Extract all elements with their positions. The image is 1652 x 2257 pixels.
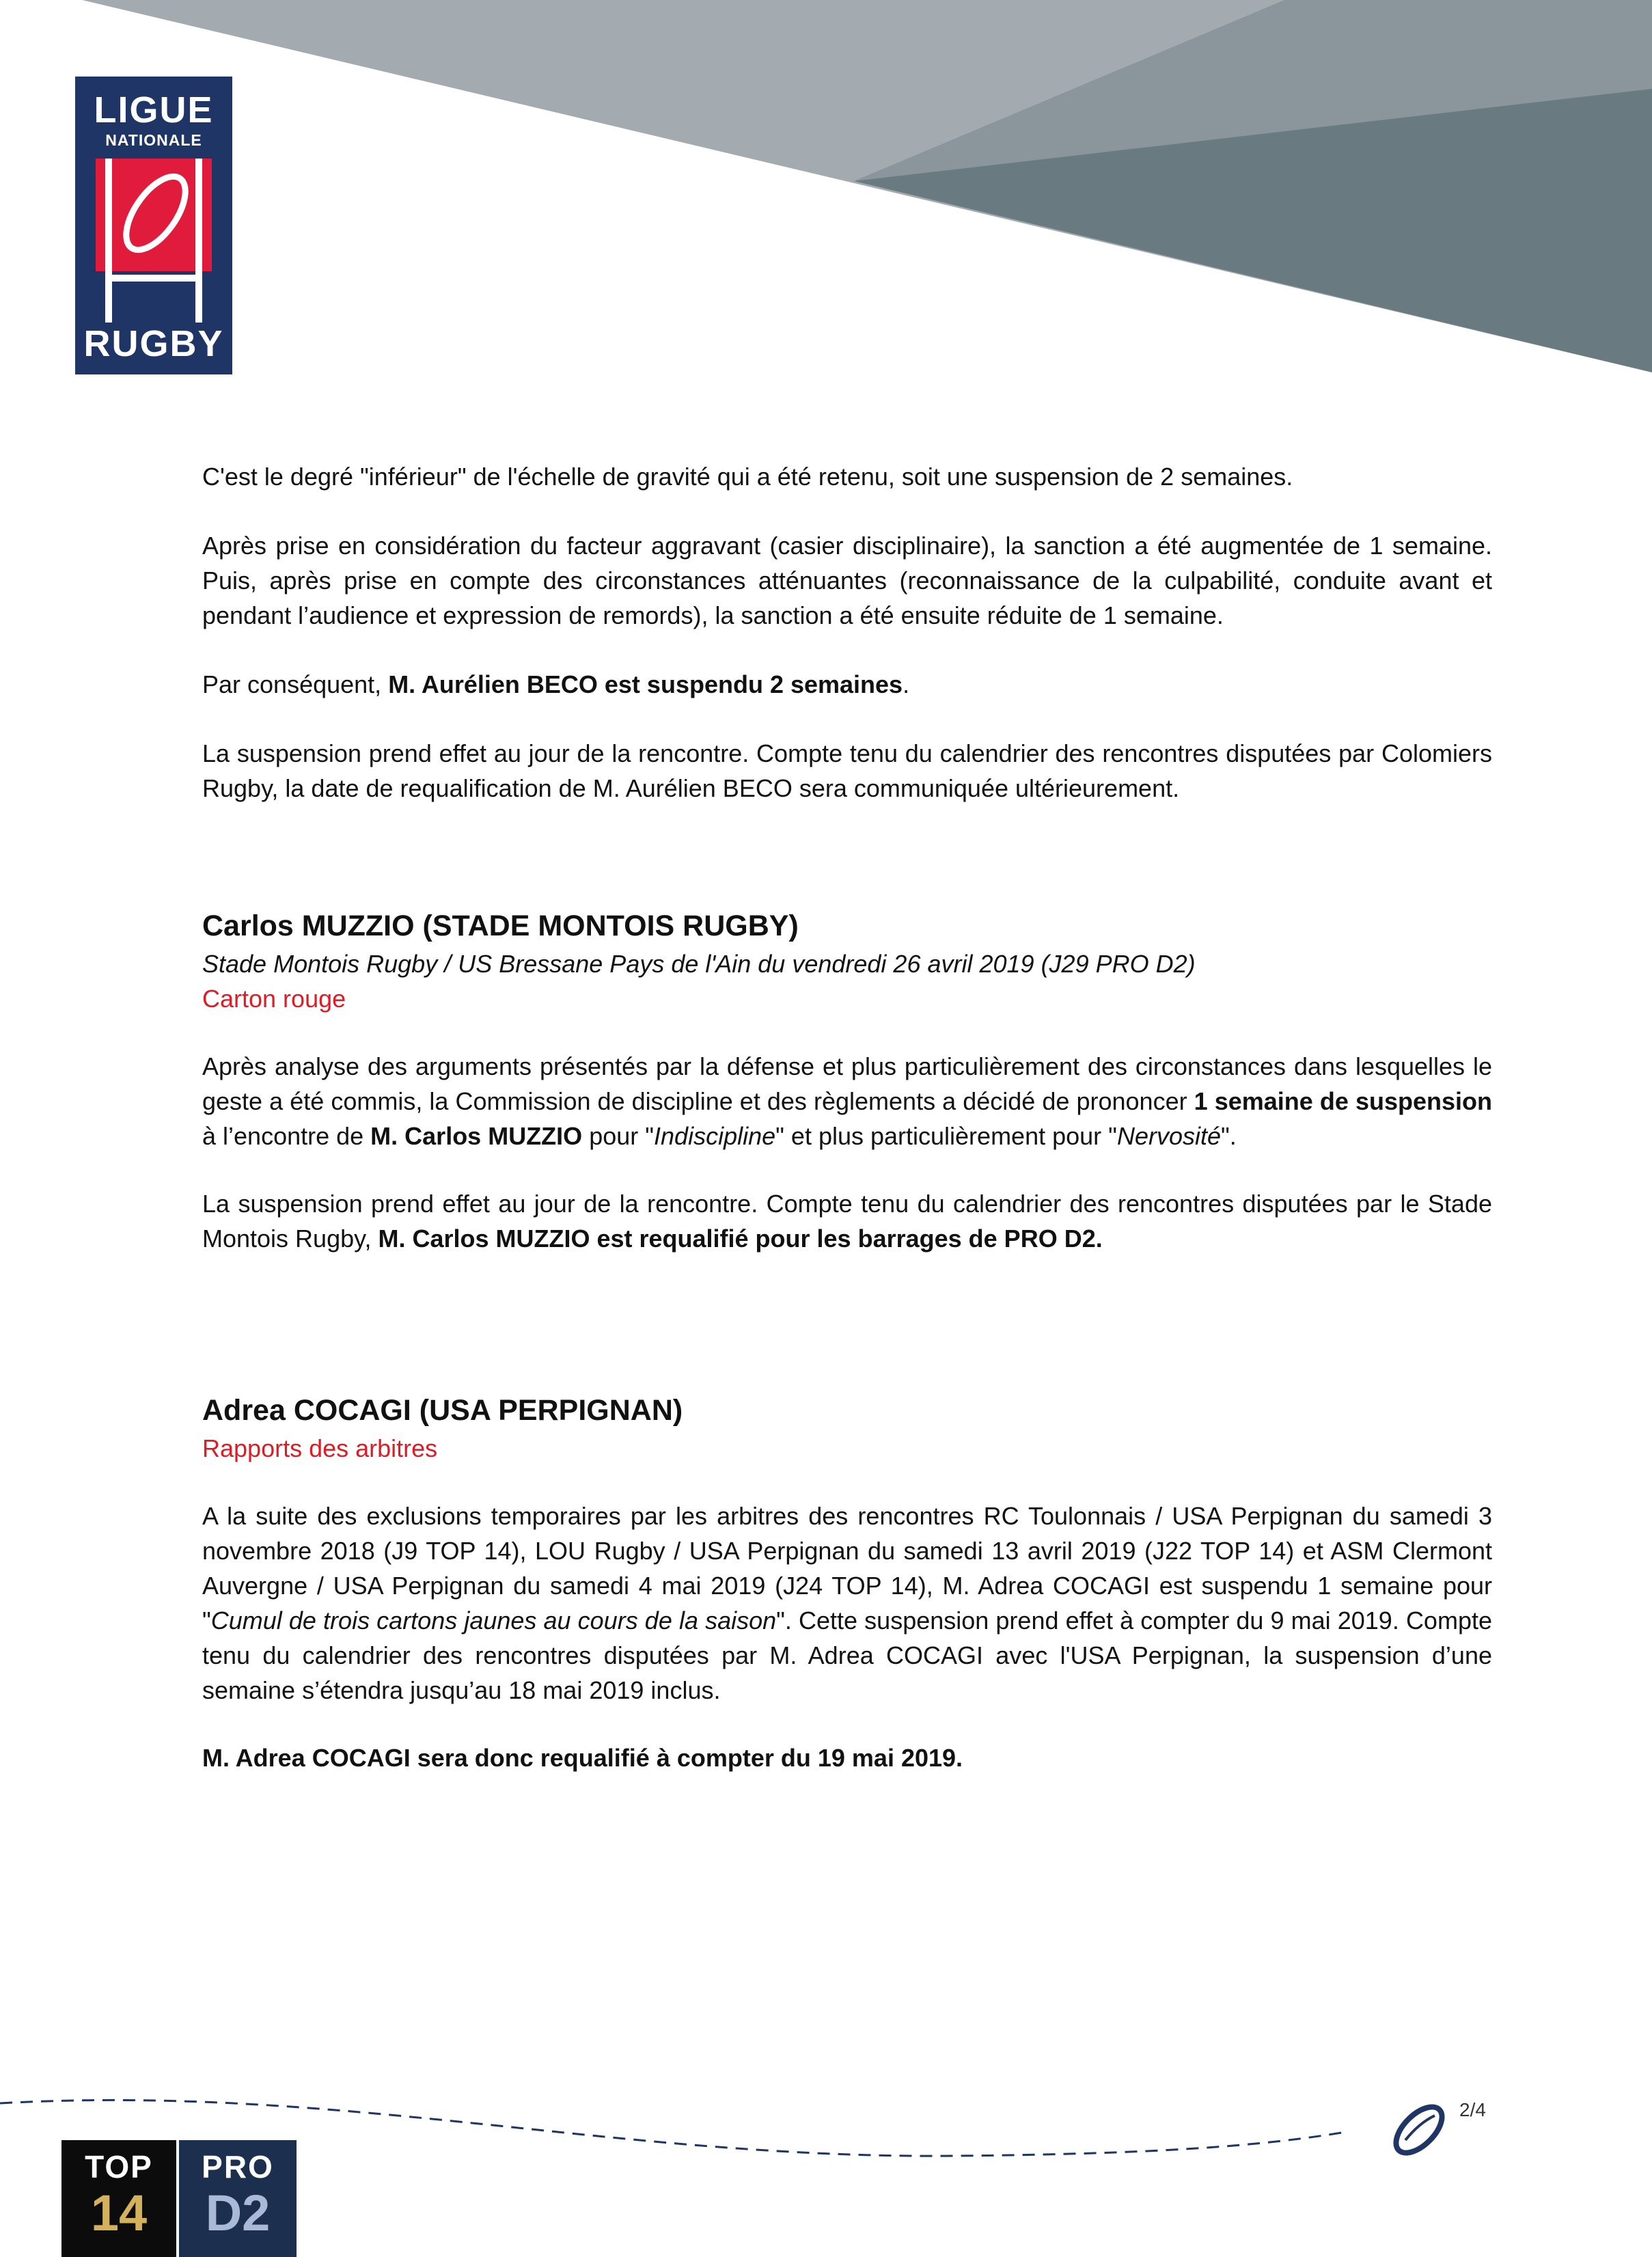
- paragraph: [202, 1740, 1492, 1775]
- bold-text: M. Carlos MUZZIO: [370, 1122, 583, 1150]
- italic-text: Indiscipline: [654, 1122, 776, 1150]
- prod2-logo-number: D2: [205, 2185, 271, 2241]
- sanction-type: Carton rouge: [202, 985, 346, 1013]
- paragraph: La suspension prend effet au jour de la rencontre. Compte tenu du calendrier des rencontres disputées par Colomiers Rugby, la date de requalification de M. Aurélien BECO sera communiquée ultérieurement.: [202, 739, 1492, 802]
- match-reference: Stade Montois Rugby / US Bressane Pays de l'Ain du vendredi 26 avril 2019 (J29 PRO D2): [202, 950, 1196, 978]
- logo-text-ligue: LIGUE: [94, 90, 214, 131]
- rugby-ball-icon: [1388, 2099, 1450, 2161]
- text-run: ". Cette suspension prend effet à compter du 9 mai 2019. Compte tenu du calendrier des rencontres disputées par M. Adrea COCAGI avec l'USA Perpignan, la suspension d’une semaine s’étendra jusqu’au 18 mai 2019 inclus.: [202, 1606, 1492, 1704]
- rugby-post-icon: [96, 159, 212, 323]
- text-run: Après analyse des arguments présentés par la défense et plus particulièrement des circonstances dans lesquelles le geste a été commis, la Commission de discipline et des règlements a décidé de prononcer: [202, 1052, 1492, 1115]
- prod2-logo: [179, 2140, 297, 2257]
- prod2-logo-text: PRO: [202, 2149, 274, 2185]
- bold-text: M. Aurélien BECO est suspendu 2 semaines: [388, 670, 903, 698]
- bold-text: 1 semaine de suspension: [1194, 1087, 1492, 1115]
- logo-text-rugby: RUGBY: [83, 323, 224, 364]
- page-number: 2/4: [1459, 2099, 1486, 2120]
- top14-logo: [61, 2140, 176, 2257]
- text-run: La suspension prend effet au jour de la rencontre. Compte tenu du calendrier des rencontres disputées par le Stade Montois Rugby,: [202, 1190, 1492, 1253]
- bold-text: M. Adrea COCAGI sera donc requalifié à compter du 19 mai 2019.: [202, 1744, 963, 1772]
- paragraph: [202, 1186, 1492, 1256]
- paragraph: Après prise en considération du facteur aggravant (casier disciplinaire), la sanction a été augmentée de 1 semaine. Puis, après prise en compte des circonstances atténuantes (reconnaissance de la culpabilité, conduite avant et pendant l’audience et expression de remords), la sanction a été ensuite réduite de 1 semaine.: [202, 532, 1492, 629]
- text-run: Par conséquent,: [202, 670, 389, 698]
- text-run: A la suite des exclusions temporaires par les arbitres des rencontres RC Toulonnais / USA Perpignan du samedi 3 novembre 2018 (J9 TOP 14), LOU Rugby / USA Perpignan du samedi 13 avril 2019 (J22 TOP 14) et ASM Clermont Auvergne / USA Perpignan du samedi 4 mai 2019 (J24 TOP 14), M. Adrea COCAGI est suspendu 1 semaine pour ": [202, 1502, 1492, 1634]
- section-title-muzzio: Carlos MUZZIO (STADE MONTOIS RUGBY): [202, 909, 799, 942]
- header-banner: [0, 0, 1652, 383]
- text-run: .: [903, 670, 910, 698]
- top14-logo-text: TOP: [85, 2149, 153, 2185]
- paragraph: C'est le degré "inférieur" de l'échelle de gravité qui a été retenu, soit une suspension de 2 semaines.: [202, 463, 1293, 491]
- text-run: " et plus particulièrement pour ": [775, 1122, 1117, 1150]
- italic-text: Nervosité: [1116, 1122, 1222, 1150]
- paragraph: [202, 667, 1492, 702]
- bold-text: M. Carlos MUZZIO est requalifié pour les barrages de PRO D2.: [378, 1225, 1103, 1253]
- top14-logo-number: 14: [90, 2185, 148, 2241]
- sanction-type: Rapports des arbitres: [202, 1434, 438, 1462]
- section-title-cocagi: Adrea COCAGI (USA PERPIGNAN): [202, 1394, 683, 1427]
- text-run: à l’encontre de: [202, 1122, 371, 1150]
- text-run: pour ": [582, 1122, 655, 1150]
- italic-text: Cumul de trois cartons jaunes au cours de la saison: [210, 1606, 777, 1634]
- text-run: ".: [1221, 1122, 1237, 1150]
- paragraph: [202, 1499, 1492, 1708]
- document-body: [202, 459, 1492, 1775]
- paragraph: [202, 1049, 1492, 1153]
- logo-text-nationale: NATIONALE: [105, 131, 202, 149]
- lnr-logo: [75, 77, 232, 374]
